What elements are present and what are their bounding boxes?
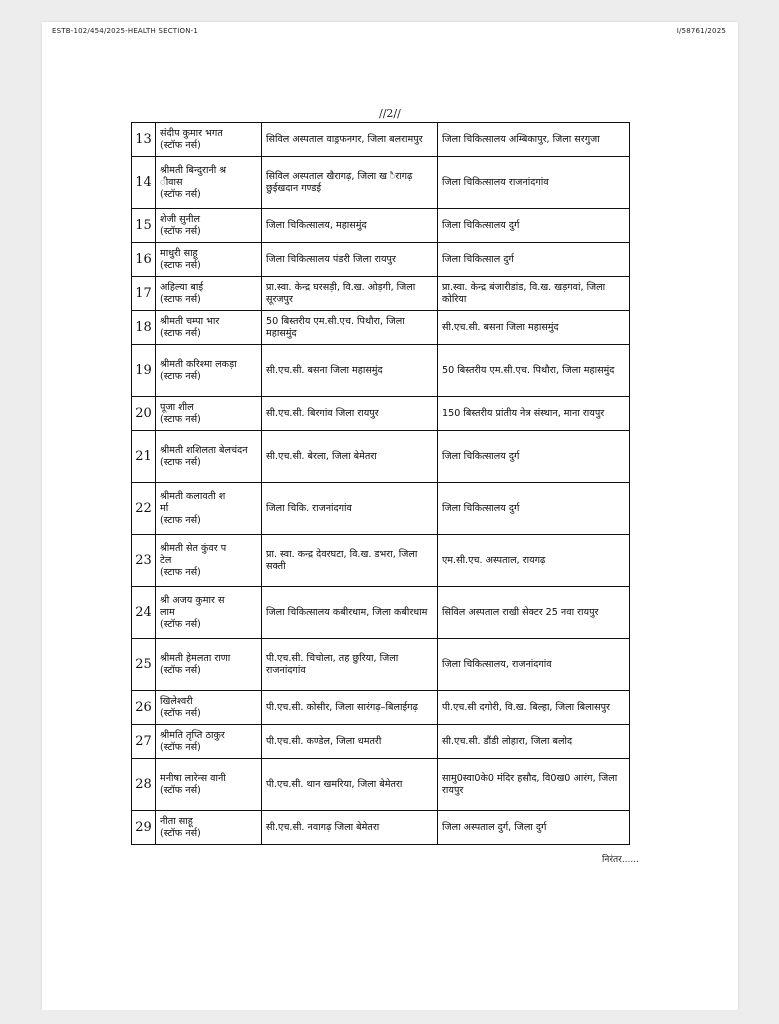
current-posting: पी.एच.सी. थान खमरिया, जिला बेमेतरा	[262, 759, 438, 811]
new-posting: सी.एच.सी. डौंडी लोहारा, जिला बलोद	[438, 725, 630, 759]
serial-number: 15	[132, 209, 156, 243]
employee-designation: (स्टॉफ नर्स)	[160, 618, 201, 630]
current-posting: पी.एच.सी. कण्डेल, जिला धमतरी	[262, 725, 438, 759]
employee-name: संदीप कुमार भगत	[160, 127, 223, 139]
employee-designation: (स्टाफ नर्स)	[160, 327, 201, 339]
serial-number: 20	[132, 397, 156, 431]
employee-cell	[156, 123, 262, 157]
table-row	[132, 535, 630, 587]
current-posting: प्रा.स्वा. केन्द्र घरसड़ी, वि.ख. ओड़गी, जिला सूरजपुर	[262, 277, 438, 311]
employee-name: श्रीमती कलावती श र्मा	[160, 490, 226, 514]
serial-number: 17	[132, 277, 156, 311]
employee-cell	[156, 431, 262, 483]
employee-name: श्रीमती शशिलता बेलचंदन	[160, 444, 248, 456]
new-posting: जिला चिकित्साल दुर्ग	[438, 243, 630, 277]
employee-name: माधुरी साहू	[160, 247, 198, 259]
serial-number: 16	[132, 243, 156, 277]
employee-cell	[156, 277, 262, 311]
table-row	[132, 123, 630, 157]
employee-designation: (स्टॉफ नर्स)	[160, 225, 201, 237]
new-posting: जिला चिकित्सालय, राजनांदगांव	[438, 639, 630, 691]
document-page	[42, 22, 738, 1010]
employee-designation: (स्टाफ नर्स)	[160, 413, 201, 425]
new-posting: सिविल अस्पताल राखी सेक्टर 25 नवा रायपुर	[438, 587, 630, 639]
employee-designation: (स्टाफ नर्स)	[160, 456, 201, 468]
serial-number: 18	[132, 311, 156, 345]
employee-name: नीता साहू	[160, 815, 193, 827]
new-posting: पी.एच.सी दगोरी, वि.ख. बिल्हा, जिला बिलासपुर	[438, 691, 630, 725]
new-posting: जिला अस्पताल दुर्ग, जिला दुर्ग	[438, 811, 630, 845]
table-row	[132, 209, 630, 243]
new-posting: प्रा.स्वा. केन्द्र बंजारीडांड, वि.ख. खड़गवां, जिला कोरिया	[438, 277, 630, 311]
employee-cell	[156, 587, 262, 639]
transfer-table	[131, 122, 630, 845]
employee-cell	[156, 535, 262, 587]
table-row	[132, 431, 630, 483]
table-row	[132, 397, 630, 431]
employee-designation: (स्टॉफ नर्स)	[160, 188, 201, 200]
employee-designation: (स्टॉफ नर्स)	[160, 741, 201, 753]
file-reference: ESTB-102/454/2025-HEALTH SECTION-1	[52, 27, 199, 35]
employee-name: श्रीमती बिन्दुरानी श्र ीवास	[160, 164, 227, 188]
current-posting: प्रा. स्वा. कन्द्र देवरघटा, वि.ख. डभरा, जिला सक्ती	[262, 535, 438, 587]
employee-cell	[156, 157, 262, 209]
employee-designation: (स्टॉफ नर्स)	[160, 664, 201, 676]
employee-designation: (स्टॉफ नर्स)	[160, 784, 201, 796]
employee-cell	[156, 483, 262, 535]
employee-cell	[156, 811, 262, 845]
new-posting: जिला चिकित्सालय दुर्ग	[438, 431, 630, 483]
employee-name: श्रीमति तृप्ति ठाकुर	[160, 729, 225, 741]
serial-number: 29	[132, 811, 156, 845]
table-row	[132, 759, 630, 811]
employee-name: मनीषा लारेन्स वानी	[160, 772, 226, 784]
page-number: //2//	[379, 107, 401, 120]
employee-cell	[156, 311, 262, 345]
employee-cell	[156, 209, 262, 243]
employee-name: अहिल्या बाई	[160, 281, 204, 293]
current-posting: जिला चिकित्सालय, महासमुंद	[262, 209, 438, 243]
serial-number: 27	[132, 725, 156, 759]
employee-name: श्री अजय कुमार स लाम	[160, 594, 225, 618]
current-posting: पी.एच.सी. चिचोला, तह छुरिया, जिला राजनांदगांव	[262, 639, 438, 691]
serial-number: 26	[132, 691, 156, 725]
employee-name: श्रीमती हेमलता राणा	[160, 652, 231, 664]
serial-number: 23	[132, 535, 156, 587]
current-posting: सी.एच.सी. नवागढ़ जिला बेमेतरा	[262, 811, 438, 845]
employee-designation: (स्टॉफ नर्स)	[160, 139, 201, 151]
employee-cell	[156, 345, 262, 397]
new-posting: सामु0स्वा0के0 मंदिर हसौद, वि0ख0 आरंग, जिला रायपुर	[438, 759, 630, 811]
new-posting: एम.सी.एच. अस्पताल, रायगढ़	[438, 535, 630, 587]
employee-cell	[156, 759, 262, 811]
current-posting: सिविल अस्पताल वाड्रफनगर, जिला बलरामपुर	[262, 123, 438, 157]
table-row	[132, 157, 630, 209]
current-posting: सी.एच.सी. बसना जिला महासमुंद	[262, 345, 438, 397]
current-posting: जिला चिकि. राजनांदगांव	[262, 483, 438, 535]
serial-number: 21	[132, 431, 156, 483]
current-posting: जिला चिकित्सालय पंडरी जिला रायपुर	[262, 243, 438, 277]
employee-designation: (स्टॉफ नर्स)	[160, 827, 201, 839]
employee-cell	[156, 639, 262, 691]
current-posting: सिविल अस्पताल खैरागढ़, जिला ख ैरागढ़ छुईखदान गण्डई	[262, 157, 438, 209]
employee-designation: (स्टॉफ नर्स)	[160, 707, 201, 719]
table-row	[132, 691, 630, 725]
employee-cell	[156, 243, 262, 277]
serial-number: 13	[132, 123, 156, 157]
employee-designation: (स्टाफ नर्स)	[160, 293, 201, 305]
new-posting: जिला चिकित्सालय दुर्ग	[438, 483, 630, 535]
current-posting: 50 बिस्तरीय एम.सी.एच. पिथौरा, जिला महासमुंद	[262, 311, 438, 345]
serial-number: 28	[132, 759, 156, 811]
table-row	[132, 811, 630, 845]
letter-reference: I/58761/2025	[676, 27, 726, 35]
continued-label: निरंतर......	[602, 855, 639, 865]
employee-cell	[156, 725, 262, 759]
employee-designation: (स्टाफ नर्स)	[160, 370, 201, 382]
serial-number: 25	[132, 639, 156, 691]
table-row	[132, 311, 630, 345]
table-row	[132, 277, 630, 311]
bottom-strip	[0, 1010, 779, 1024]
table-row	[132, 587, 630, 639]
serial-number: 24	[132, 587, 156, 639]
new-posting: जिला चिकित्सालय अम्बिकापुर, जिला सरगुजा	[438, 123, 630, 157]
current-posting: सी.एच.सी. बिरगांव जिला रायपुर	[262, 397, 438, 431]
table-row	[132, 639, 630, 691]
table-row	[132, 345, 630, 397]
employee-name: श्रीमती सेत कुंवर प टेल	[160, 542, 227, 566]
employee-cell	[156, 691, 262, 725]
serial-number: 19	[132, 345, 156, 397]
current-posting: सी.एच.सी. बेरला, जिला बेमेतरा	[262, 431, 438, 483]
table-row	[132, 243, 630, 277]
serial-number: 14	[132, 157, 156, 209]
table-row	[132, 725, 630, 759]
current-posting: पी.एच.सी. कोसीर, जिला सारंगढ़–बिलाईगढ़	[262, 691, 438, 725]
employee-designation: (स्टाफ नर्स)	[160, 259, 201, 271]
new-posting: जिला चिकित्सालय राजनांदगांव	[438, 157, 630, 209]
employee-name: श्रीमती करिश्मा लकड़ा	[160, 358, 237, 370]
table-row	[132, 483, 630, 535]
new-posting: सी.एच.सी. बसना जिला महासमुंद	[438, 311, 630, 345]
current-posting: जिला चिकित्सालय कबीरधाम, जिला कबीरधाम	[262, 587, 438, 639]
employee-cell	[156, 397, 262, 431]
new-posting: 150 बिस्तरीय प्रांतीय नेत्र संस्थान, माना रायपुर	[438, 397, 630, 431]
employee-name: खिलेश्वरी	[160, 695, 193, 707]
new-posting: 50 बिस्तरीय एम.सी.एच. पिथौरा, जिला महासमुंद	[438, 345, 630, 397]
new-posting: जिला चिकित्सालय दुर्ग	[438, 209, 630, 243]
employee-designation: (स्टाफ नर्स)	[160, 514, 201, 526]
employee-name: शेजी सुनील	[160, 213, 200, 225]
employee-designation: (स्टाफ नर्स)	[160, 566, 201, 578]
employee-name: श्रीमती चम्पा भार	[160, 315, 220, 327]
serial-number: 22	[132, 483, 156, 535]
employee-name: पूजा शील	[160, 401, 194, 413]
